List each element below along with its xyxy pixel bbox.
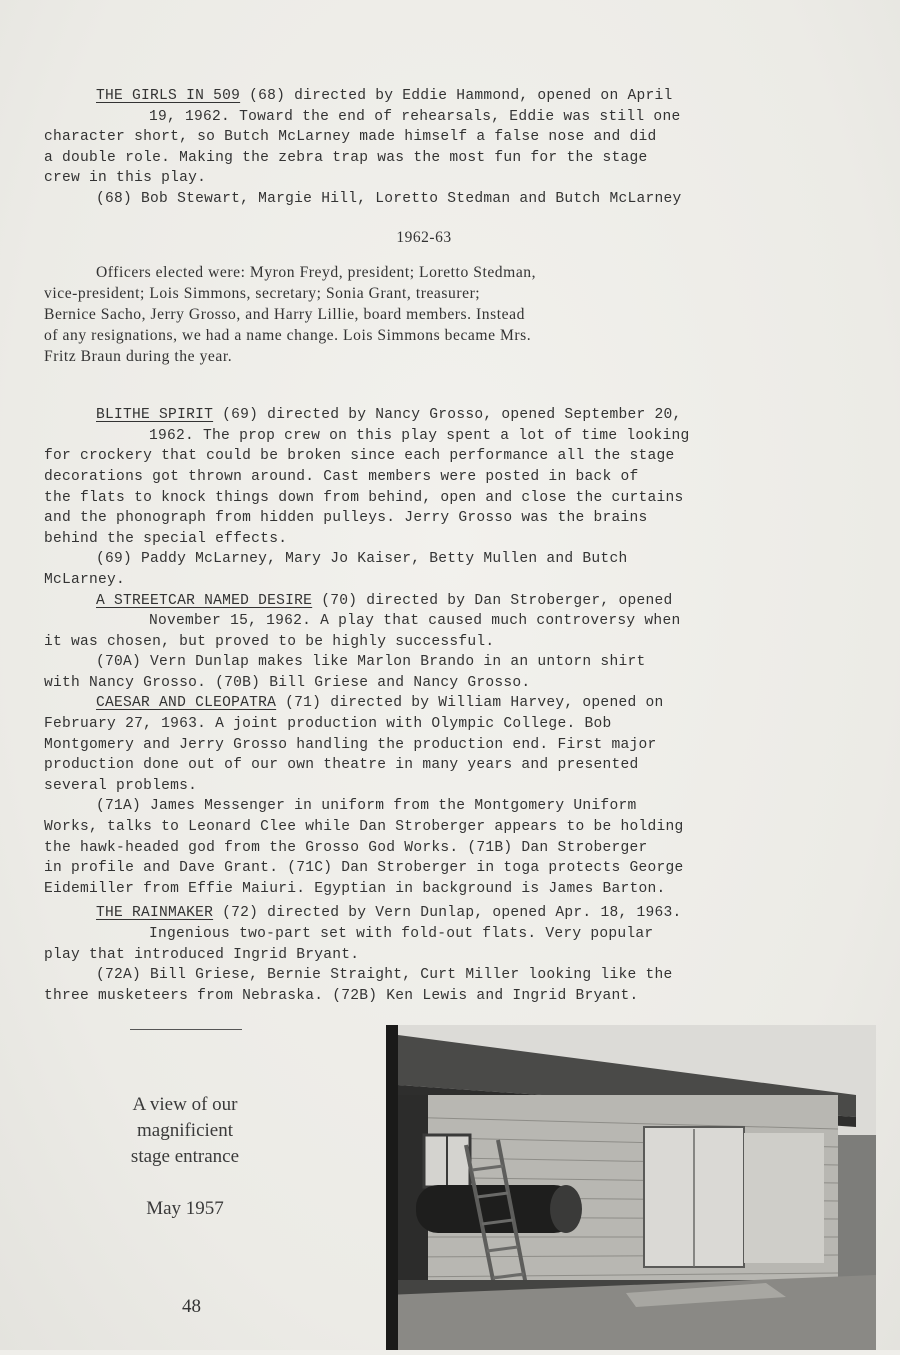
stage-entrance-photo xyxy=(386,1025,876,1350)
page-number: 48 xyxy=(182,1296,201,1317)
section-divider xyxy=(130,1029,242,1030)
play-title: CAESAR AND CLEOPATRA xyxy=(96,695,277,712)
play-title: BLITHE SPIRIT xyxy=(96,407,214,424)
paragraph-blithe-spirit: BLITHE SPIRIT (69) directed by Nancy Grosso, opened September 20, 1962. The prop crew on this play spent a lot of time looking for crockery that could be broken since each performance all the stage decorations got thrown around. Cast members were posted in back of the flats to knock things down from behind, open and close the curtains and the phonograph from hidden pulleys. Jerry Grosso was the brains behind the special effects. (69) Paddy McLarney, Mary Jo Kaiser, Betty Mullen and Butch McLarney. xyxy=(44,405,804,590)
paragraph-rainmaker: THE RAINMAKER (72) directed by Vern Dunlap, opened Apr. 18, 1963. Ingenious two-part set with fold-out flats. Very popular play that introduced Ingrid Bryant. (72A) Bill Griese, Bernie Straight, Curt Miller looking like the three musketeers from Nebraska. (72B) Ken Lewis and Ingrid Bryant. xyxy=(44,903,804,1006)
year-heading: 1962-63 xyxy=(396,228,452,246)
body-text xyxy=(44,86,804,1006)
photo-caption: A view of our magnificient stage entrance May 1957 xyxy=(70,1092,300,1222)
photo-note: (68) Bob Stewart, Margie Hill, Loretto Stedman and Butch McLarney xyxy=(96,190,682,207)
photo-note: (69) Paddy McLarney, Mary Jo Kaiser, Betty Mullen and Butch xyxy=(96,551,628,568)
play-title: A STREETCAR NAMED DESIRE xyxy=(96,592,313,609)
paragraph-officers: Officers elected were: Myron Freyd, president; Loretto Stedman, vice-president; Lois Simmons, secretary; Sonia Grant, treasurer; Bernice Sacho, Jerry Grosso, and Harry Lillie, board members. Instead of any resignations, we had a name change. Lois Simmons became Mrs. Fritz Braun during the year. xyxy=(44,264,537,366)
paragraph-caesar-cleopatra: CAESAR AND CLEOPATRA (71) directed by William Harvey, opened on February 27, 1963. A joint production with Olympic College. Bob Montgomery and Jerry Grosso handling the production end. First major production done out of our own theatre in many years and presented several problems. (71A) James Messenger in uniform from the Montgomery Uniform Works, talks to Leonard Clee while Dan Stroberger appears to be holding the hawk-headed god from the Grosso God Works. (71B) Dan Stroberger in profile and Dave Grant. (71C) Dan Stroberger in toga protects George Eidemiller from Effie Maiuri. Egyptian in background is James Barton. xyxy=(44,693,804,899)
paragraph-girls-in-509: THE GIRLS IN 509 (68) directed by Eddie Hammond, opened on April 19, 1962. Toward the end of rehearsals, Eddie was still one character short, so Butch McLarney made himself a false nose and did a double role. Making the zebra trap was the most fun for the stage crew in this play. (68) Bob Stewart, Margie Hill, Loretto Stedman and Butch McLarney xyxy=(44,86,804,210)
stage-entrance-photo-drawing xyxy=(386,1025,876,1350)
play-title: THE GIRLS IN 509 xyxy=(96,88,241,104)
photo-note: (70A) Vern Dunlap makes like Marlon Brando in an untorn shirt xyxy=(96,654,646,671)
caption-date: May 1957 xyxy=(146,1198,224,1219)
paragraph-streetcar: A STREETCAR NAMED DESIRE (70) directed by Dan Stroberger, opened November 15, 1962. A play that caused much controversy when it was chosen, but proved to be highly successful. (70A) Vern Dunlap makes like Marlon Brando in an untorn shirt with Nancy Grosso. (70B) Bill Griese and Nancy Grosso. xyxy=(44,591,804,694)
photo-note: (71A) James Messenger in uniform from the Montgomery Uniform xyxy=(96,798,637,815)
photo-note: (72A) Bill Griese, Bernie Straight, Curt Miller looking like the xyxy=(96,967,673,984)
play-title: THE RAINMAKER xyxy=(96,905,214,922)
